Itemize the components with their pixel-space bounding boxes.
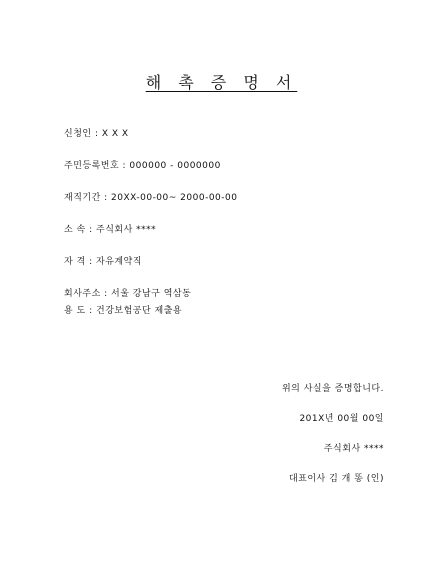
- qualification-field: 자 격 : 자유계약직: [64, 257, 142, 267]
- employment-period-field: 재직기간 : 20XX-00-00~ 2000-00-00: [64, 193, 238, 203]
- affiliation-field: 소 속 : 주식회사 ****: [64, 225, 157, 235]
- certification-statement: 위의 사실을 증명합니다.: [281, 384, 384, 394]
- company-address-field: 회사주소 : 서울 강남구 역삼동: [64, 289, 192, 299]
- document-title: 해 촉 증 명 서: [145, 73, 298, 92]
- resident-number-field: 주민등록번호 : 000000 - 0000000: [64, 161, 221, 171]
- purpose-field: 용 도 : 건강보험공단 제출용: [64, 306, 183, 316]
- representative-signature: 대표이사 김 개 똥 (인): [288, 474, 384, 484]
- applicant-field: 신청인 : X X X: [64, 129, 129, 139]
- company-name: 주식회사 ****: [323, 444, 384, 454]
- issue-date: 201X년 00월 00일: [299, 414, 384, 424]
